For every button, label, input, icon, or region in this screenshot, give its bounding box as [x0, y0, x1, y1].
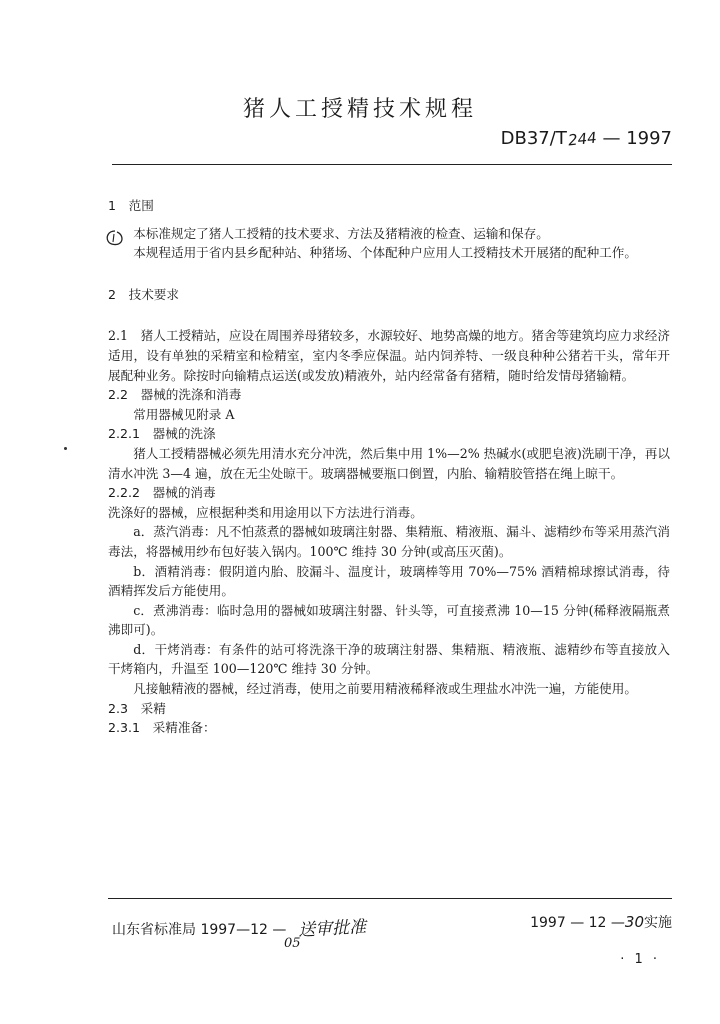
section-2-2-2-heading: 2.2.2 器械的消毒	[108, 485, 216, 501]
standard-code-prefix: DB37/T	[500, 128, 567, 149]
issuer-date: 山东省标准局 1997—12 —	[112, 922, 287, 938]
document-body	[108, 196, 670, 738]
section-2-1-paragraph: 2.1 猪人工授精站，应设在周围养母猪较多，水源较好、地势高燥的地方。猪舍等建筑均应力求经济适用，设有单独的采精室和检精室，室内冬季应保温。站内饲养特、一级良种种公猪若干头，常年开展配种业务。除按时向输精点运送(或发放)精液外，站内经常备有猪精，随时给发情母猪输精。	[108, 328, 670, 383]
document-title: 猪人工授精技术规程	[242, 97, 477, 122]
footer-divider	[108, 898, 672, 899]
effective-date-suffix: 实施	[644, 915, 672, 931]
section-2-3-1-heading: 2.3.1 采精准备：	[108, 720, 216, 736]
section-2-2-1-paragraph: 猪人工授精器械必须先用清水充分冲洗，然后集中用 1%—2% 热碱水(或肥皂液)洗刷干净，再以清水冲洗 3—4 遍，放在无尘处晾干。玻璃器械要瓶口倒置，内胎、输精胶管搭在绳上晾干。	[108, 445, 670, 481]
approval-day-handwritten: 05	[284, 936, 301, 951]
section-2-2-1-heading: 2.2.1 器械的洗涤	[108, 426, 216, 442]
section-2-2-2-final: 凡接触精液的器械，经过消毒，使用之前要用精液稀释液或生理盐水冲洗一遍，方能使用。	[133, 681, 637, 697]
disinfection-method-b: b．酒精消毒：假阴道内胎、胶漏斗、温度计，玻璃棒等用 70%—75% 酒精棉球擦试消毒，待酒精挥发后方能使用。	[108, 563, 670, 599]
section-1-heading: 1 范围	[108, 198, 154, 213]
scan-speck	[64, 447, 67, 450]
header-divider	[112, 164, 672, 165]
section-2-2-2-intro: 洗涤好的器械，应根据种类和用途用以下方法进行消毒。	[108, 504, 423, 520]
standard-code-number-handwritten: 244	[566, 128, 598, 150]
page-number: · 1 ·	[620, 952, 660, 967]
section-2-2-heading: 2.2 器械的洗涤和消毒	[108, 387, 242, 403]
standard-code	[501, 128, 672, 149]
section-2-heading: 2 技术要求	[108, 286, 179, 302]
effective-date	[530, 912, 672, 932]
section-2-2-note: 常用器械见附录 A	[133, 406, 235, 422]
disinfection-method-d: d．干烤消毒：有条件的站可将洗涤干净的玻璃注射器、集精瓶、精液瓶、滤精纱布等直接放入干烤箱内，升温至 100—120℃ 维持 30 分钟。	[108, 641, 670, 677]
effective-date-prefix: 1997 — 12 —	[530, 915, 625, 931]
section-1-paragraph-1: 本标准规定了猪人工授精的技术要求、方法及猪精液的检查、运输和保存。	[133, 225, 549, 241]
section-1-paragraph-2: 本规程适用于省内县乡配种站、种猪场、个体配种户应用人工授精技术开展猪的配种工作。	[133, 245, 637, 261]
effective-day-handwritten: 30	[624, 913, 644, 931]
section-2-3-heading: 2.3 采精	[108, 700, 166, 716]
approval-handwriting: 送审批准	[297, 917, 367, 941]
disinfection-method-a: a．蒸汽消毒：凡不怕蒸煮的器械如玻璃注射器、集精瓶、精液瓶、漏斗、滤精纱布等采用蒸汽消毒法，将器械用纱布包好装入锅内。100℃ 维持 30 分钟(或高压灭菌)。	[108, 524, 670, 559]
issue-info	[112, 914, 367, 951]
disinfection-method-c: c．煮沸消毒：临时急用的器械如玻璃注射器、针头等，可直接煮沸 10—15 分钟(稀释液隔瓶煮沸即可)。	[108, 602, 670, 638]
standard-code-year: — 1997	[602, 128, 672, 149]
